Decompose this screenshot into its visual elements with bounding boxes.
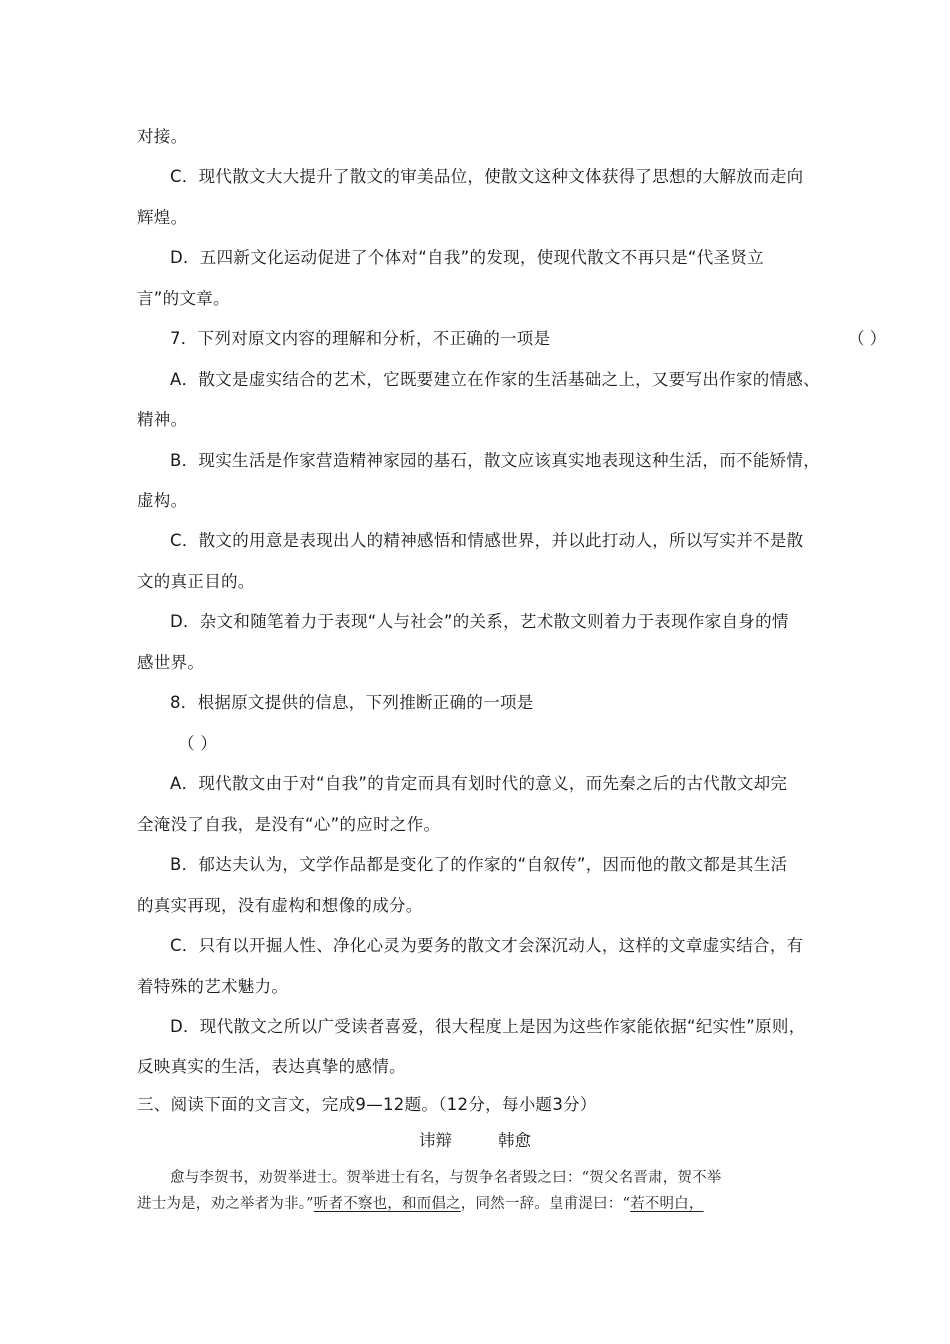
- q7-option-b: B．现实生活是作家营造精神家园的基石，散文应该真实地表现这种生活，而不能矫情，: [170, 451, 821, 470]
- text-line: 的真实再现，没有虚构和想像的成分。: [137, 896, 423, 915]
- text-line: 着特殊的艺术魅力。: [137, 977, 289, 996]
- text-line: 感世界。: [137, 653, 205, 672]
- q7-option-c: C．散文的用意是表现出人的精神感悟和情感世界，并以此打动人，所以写实并不是散: [170, 531, 804, 550]
- text-line: 虚构。: [137, 491, 188, 510]
- text-segment: ，同然一辞。皇甫湜曰：“: [460, 1196, 631, 1212]
- answer-blank-q7: （ ）: [848, 329, 887, 348]
- q8-option-a: A．现代散文由于对“自我”的肯定而具有划时代的意义，而先秦之后的古代散文却完: [170, 774, 788, 793]
- q8-option-c: C．只有以开掘人性、净化心灵为要务的散文才会深沉动人，这样的文章虚实结合，有: [170, 936, 804, 955]
- q8-option-d: D．现代散文之所以广受读者喜爱，很大程度上是因为这些作家能依据“纪实性”原则，: [170, 1017, 806, 1036]
- classical-line-2: [137, 1194, 704, 1214]
- underlined-sentence: 听者不察也，和而倡之: [313, 1196, 461, 1212]
- title-name: 讳辩: [419, 1131, 452, 1150]
- text-line: 辉煌。: [137, 208, 188, 227]
- text-line: 精神。: [137, 410, 188, 429]
- title-author: 韩愈: [498, 1131, 531, 1150]
- question-8: 8．根据原文提供的信息，下列推断正确的一项是: [170, 693, 534, 712]
- underlined-sentence: 若不明白，: [630, 1196, 704, 1212]
- q7-option-a: A．散文是虚实结合的艺术，它既要建立在作家的生活基础之上，又要写出作家的情感、: [170, 370, 820, 389]
- question-7: 7．下列对原文内容的理解和分析，不正确的一项是: [170, 329, 551, 348]
- text-line: 全淹没了自我，是没有“心”的应时之作。: [137, 815, 441, 834]
- answer-blank-q8: （ ）: [178, 734, 218, 753]
- option-d-prev: D．五四新文化运动促进了个体对“自我”的发现，使现代散文不再只是“代圣贤立: [170, 248, 764, 267]
- text-line: 文的真正目的。: [137, 572, 255, 591]
- section-heading: 三、阅读下面的文言文，完成9—12题。（12分，每小题3分）: [137, 1095, 597, 1114]
- option-c-prev: C．现代散文大大提升了散文的审美品位，使散文这种文体获得了思想的大解放而走向: [170, 167, 804, 186]
- classical-title: [0, 1130, 950, 1152]
- q8-option-b: B．郁达夫认为，文学作品都是变化了的作家的“自叙传”，因而他的散文都是其生活: [170, 855, 788, 874]
- classical-line-1: 愈与李贺书，劝贺举进士。贺举进士有名，与贺争名者毁之曰：“贺父名晋肃，贺不举: [170, 1170, 722, 1186]
- text-line: 言”的文章。: [137, 289, 230, 308]
- text-segment: 进士为是，劝之举者为非。”: [137, 1196, 314, 1212]
- q7-option-d: D．杂文和随笔着力于表现“人与社会”的关系，艺术散文则着力于表现作家自身的情: [170, 612, 789, 631]
- text-line: 反映真实的生活，表达真挚的感情。: [137, 1057, 406, 1076]
- text-line: 对接。: [137, 127, 188, 146]
